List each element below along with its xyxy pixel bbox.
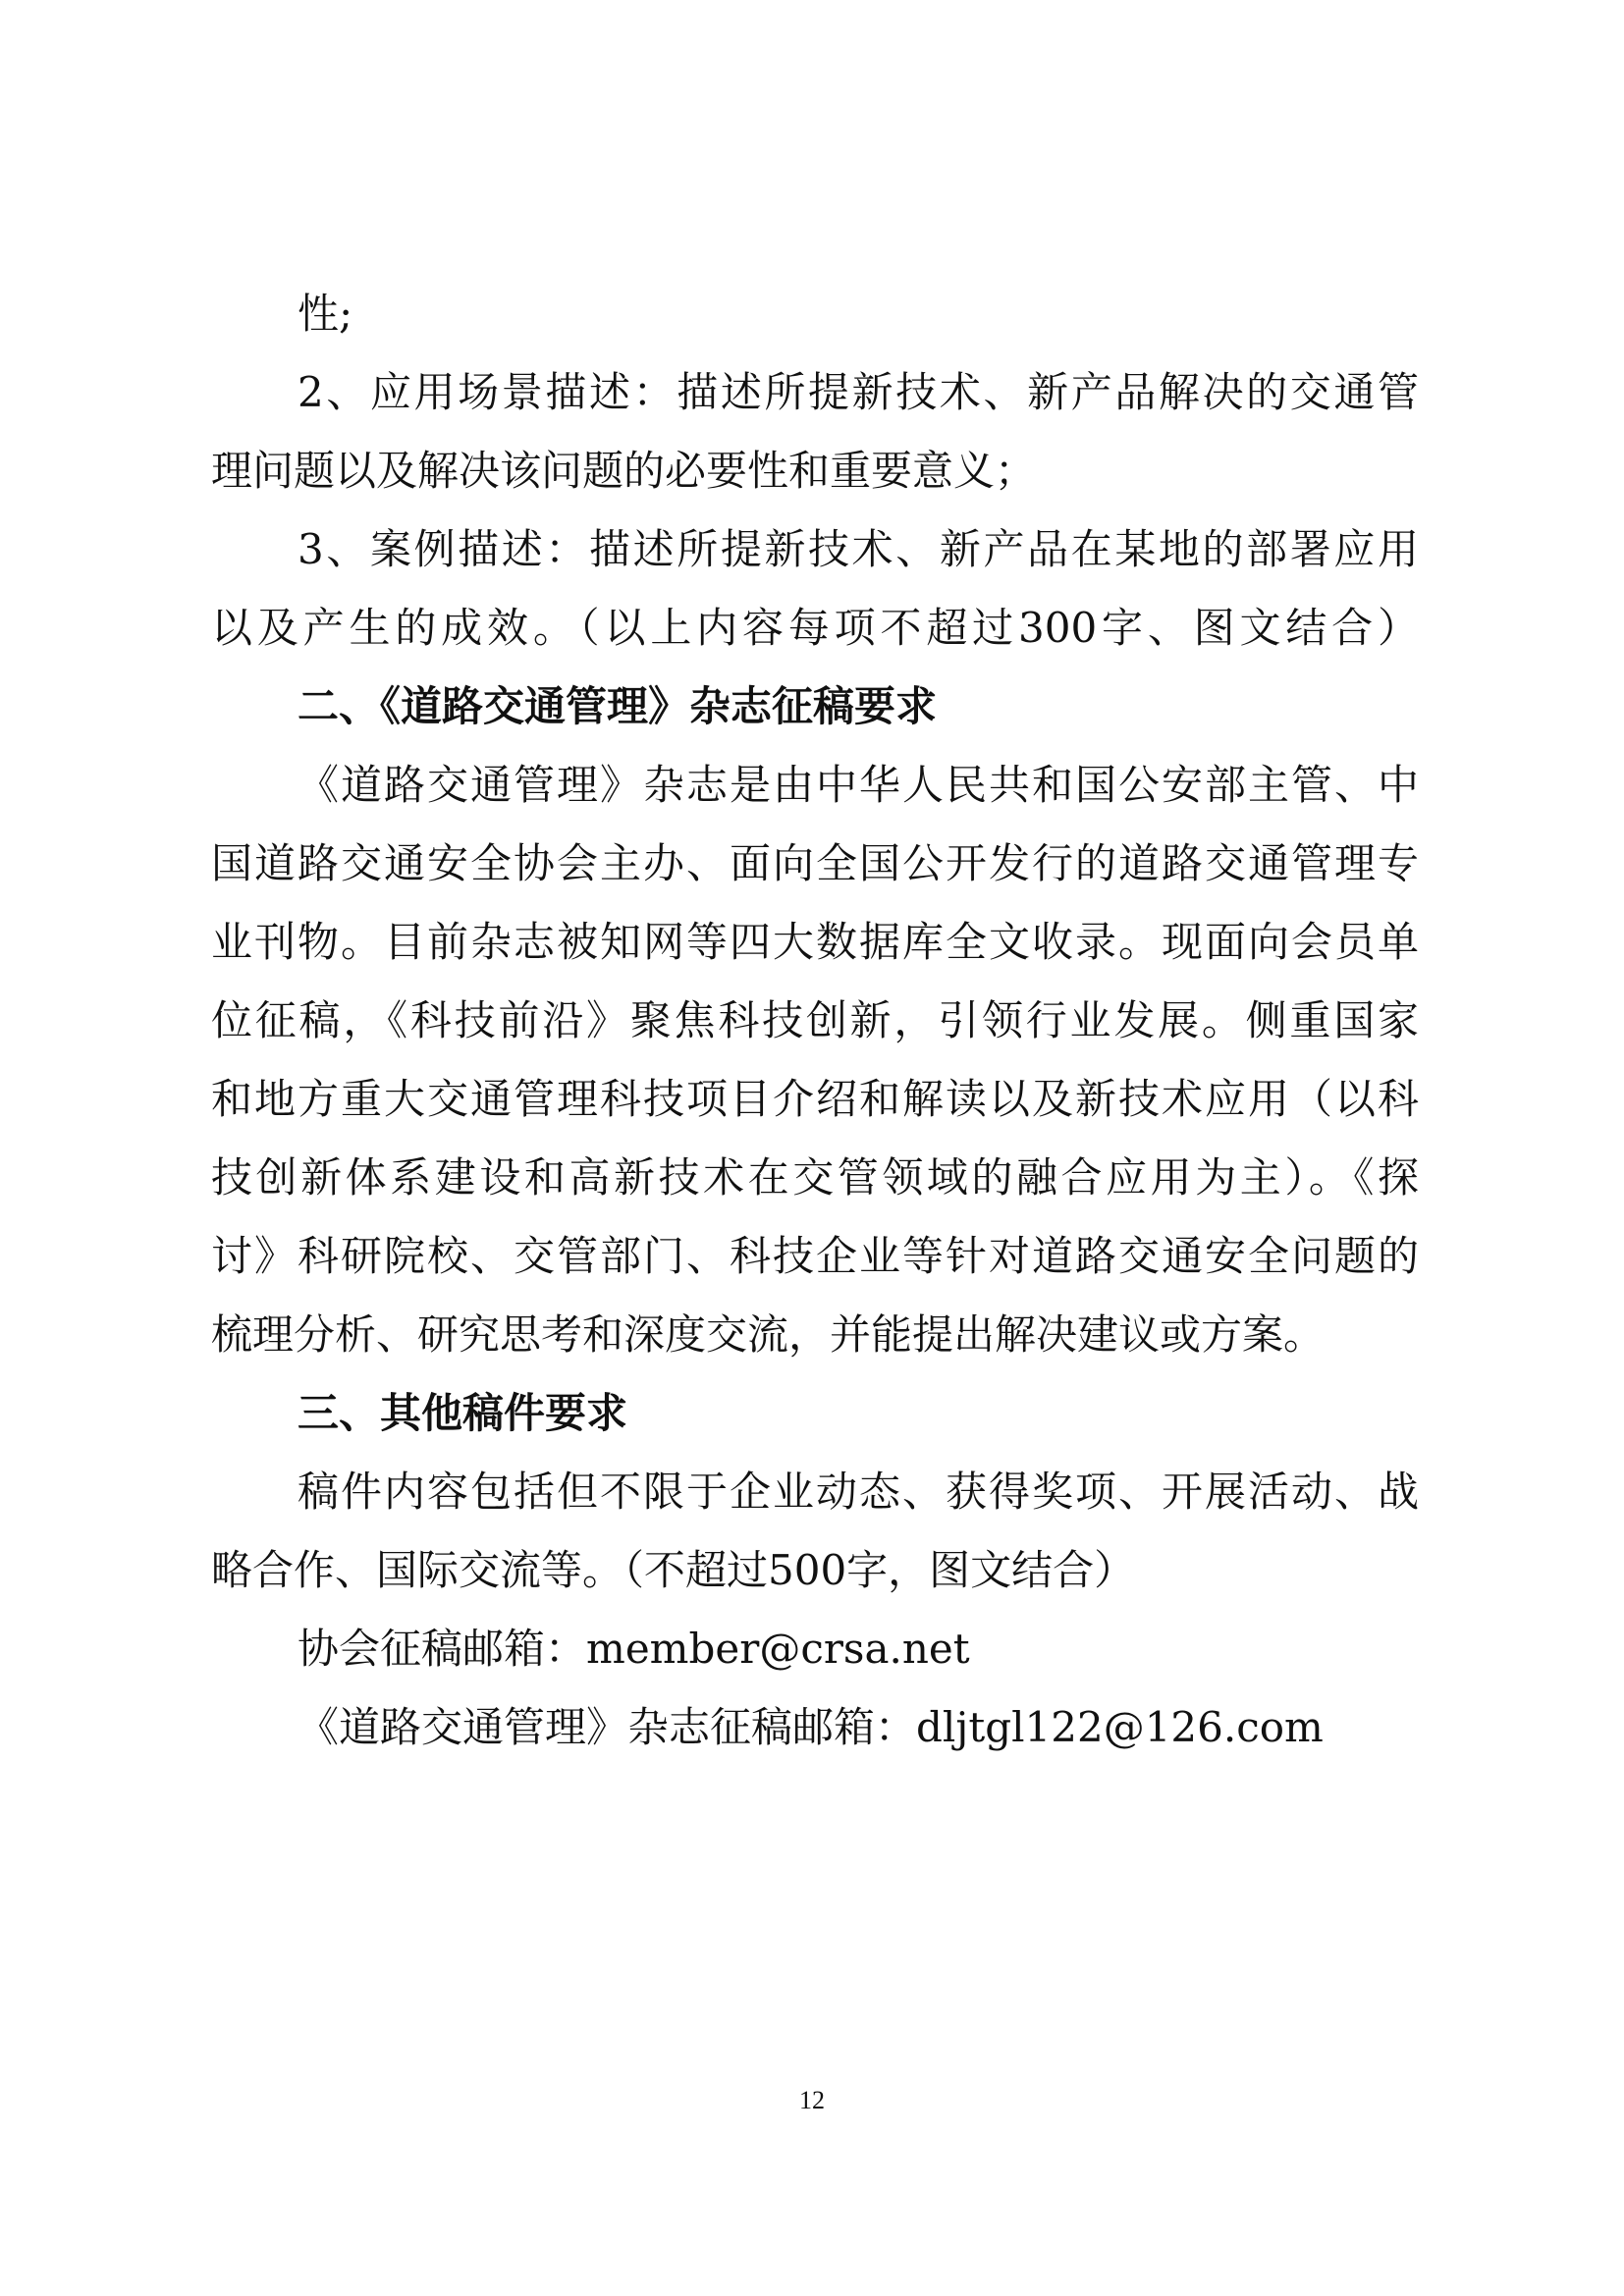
section-heading: 三、其他稿件要求 <box>298 1389 628 1437</box>
text-line: 稿件内容包括但不限于企业动态、获得奖项、开展活动、战 <box>298 1468 1419 1516</box>
document-body <box>211 275 1419 1767</box>
text-line: 理问题以及解决该问题的必要性和重要意义； <box>211 447 1037 495</box>
text-line: 以及产生的成效。（以上内容每项不超过300字、图文结合） <box>211 604 1419 652</box>
text-line: 《道路交通管理》杂志是由中华人民共和国公安部主管、中 <box>298 761 1419 809</box>
text-line: 讨》科研院校、交管部门、科技企业等针对道路交通安全问题的 <box>211 1232 1419 1280</box>
text-line: 和地方重大交通管理科技项目介绍和解读以及新技术应用（以科 <box>211 1075 1419 1123</box>
text-line: 位征稿，《科技前沿》聚焦科技创新，引领行业发展。侧重国家 <box>211 996 1419 1044</box>
text-line: 2、应用场景描述：描述所提新技术、新产品解决的交通管 <box>298 368 1419 416</box>
text-line: 技创新体系建设和高新技术在交管领域的融合应用为主）。《探 <box>211 1153 1419 1201</box>
email-line: 《道路交通管理》杂志征稿邮箱：dljtgl122@126.com <box>298 1703 1324 1751</box>
text-line: 性; <box>298 290 353 338</box>
text-line: 国道路交通安全协会主办、面向全国公开发行的道路交通管理专 <box>211 839 1419 887</box>
section-heading: 二、《道路交通管理》杂志征稿要求 <box>298 682 938 730</box>
text-line: 业刊物。目前杂志被知网等四大数据库全文收录。现面向会员单 <box>211 918 1419 966</box>
page-number: 12 <box>799 2086 825 2114</box>
email-line: 协会征稿邮箱：member@crsa.net <box>298 1625 970 1673</box>
text-line: 3、案例描述：描述所提新技术、新产品在某地的部署应用 <box>298 525 1419 573</box>
text-line: 略合作、国际交流等。（不超过500字，图文结合） <box>211 1546 1136 1594</box>
text-line: 梳理分析、研究思考和深度交流，并能提出解决建议或方案。 <box>211 1310 1326 1359</box>
